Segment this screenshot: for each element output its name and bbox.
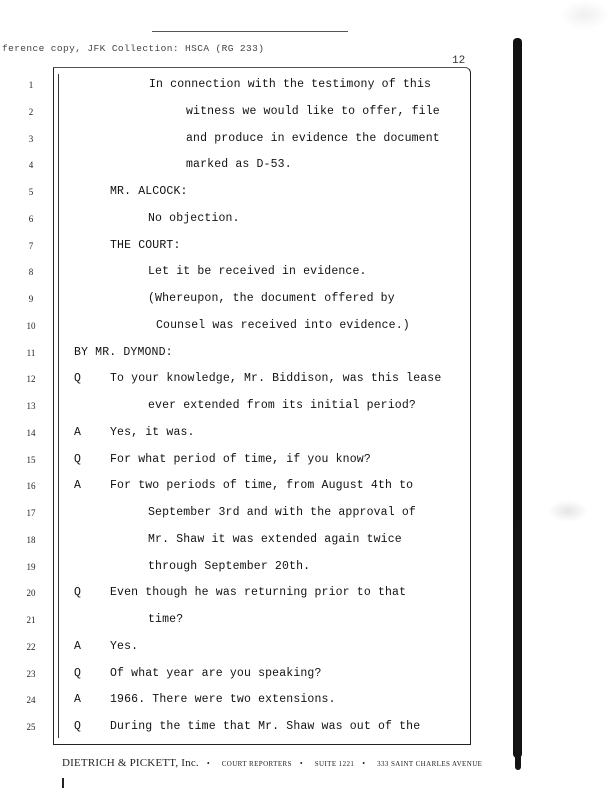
transcript-line: time? — [148, 613, 184, 626]
firm-address: 333 SAINT CHARLES AVENUE — [377, 760, 483, 768]
line-number: 6 — [28, 214, 34, 224]
line-number: 3 — [28, 134, 34, 144]
transcript-line: MR. ALCOCK: — [110, 185, 188, 198]
transcript-line: BY MR. DYMOND: — [74, 346, 173, 359]
page-mark: 12 — [452, 55, 466, 67]
transcript-line: THE COURT: — [110, 239, 181, 252]
transcript-line: Of what year are you speaking? — [110, 667, 322, 680]
transcript-line: Yes. — [110, 640, 139, 653]
transcript-line: ever extended from its initial period? — [148, 399, 416, 412]
line-number: 8 — [28, 267, 34, 277]
line-number: 17 — [26, 508, 36, 518]
transcript-line: Yes, it was. — [110, 426, 195, 439]
firm-descriptor: COURT REPORTERS — [221, 760, 292, 768]
collection-note: ference copy, JFK Collection: HSCA (RG 233) — [2, 43, 265, 54]
transcript-line: For what period of time, if you know? — [110, 453, 371, 466]
line-number: 11 — [26, 348, 36, 358]
line-number: 5 — [28, 187, 34, 197]
speaker-marker: A — [74, 693, 81, 706]
line-number: 25 — [26, 722, 36, 732]
speaker-marker: A — [74, 640, 81, 653]
line-number-rule — [58, 74, 59, 738]
transcript-line: During the time that Mr. Shaw was out of the — [110, 720, 421, 733]
line-number: 1 — [28, 80, 34, 90]
transcript-line: For two periods of time, from August 4th to — [110, 479, 414, 492]
transcript-line: witness we would like to offer, file — [186, 105, 440, 118]
line-number: 23 — [26, 669, 36, 679]
speaker-marker: A — [74, 479, 81, 492]
footer-separator: • — [299, 759, 303, 768]
footer-separator: • — [362, 759, 366, 768]
transcript-line: and produce in evidence the document — [186, 132, 440, 145]
line-number: 7 — [28, 241, 34, 251]
line-number: 4 — [28, 160, 34, 170]
binder-shadow-lower — [515, 520, 521, 770]
transcript-line: Let it be received in evidence. — [148, 265, 367, 278]
line-number: 22 — [26, 642, 36, 652]
line-number: 15 — [26, 455, 36, 465]
line-number: 2 — [28, 107, 34, 117]
transcript-line: through September 20th. — [148, 560, 311, 573]
speaker-marker: Q — [74, 720, 81, 733]
line-number: 19 — [26, 562, 36, 572]
speaker-marker: Q — [74, 667, 81, 680]
speaker-marker: A — [74, 426, 81, 439]
line-number: 24 — [26, 695, 36, 705]
transcript-line: September 3rd and with the approval of — [148, 506, 416, 519]
transcript-line: To your knowledge, Mr. Biddison, was this lease — [110, 372, 442, 385]
line-number: 12 — [26, 374, 36, 384]
line-number: 13 — [26, 401, 36, 411]
firm-suite: SUITE 1221 — [314, 760, 355, 768]
speaker-marker: Q — [74, 453, 81, 466]
line-number: 14 — [26, 428, 36, 438]
transcript-line: Even though he was returning prior to that — [110, 586, 407, 599]
scan-mark — [62, 778, 64, 788]
transcript-line: marked as D-53. — [186, 158, 292, 171]
speaker-marker: Q — [74, 586, 81, 599]
line-number: 20 — [26, 588, 36, 598]
line-number: 21 — [26, 615, 36, 625]
line-number: 18 — [26, 535, 36, 545]
transcript-line: Counsel was received into evidence.) — [156, 319, 410, 332]
line-number: 9 — [28, 294, 34, 304]
transcript-line: In connection with the testimony of this — [149, 78, 432, 91]
transcript-line: Mr. Shaw it was extended again twice — [148, 533, 402, 546]
transcript-line: (Whereupon, the document offered by — [148, 292, 395, 305]
scan-smudge — [548, 500, 588, 522]
top-rule — [152, 31, 348, 32]
scan-smudge — [560, 0, 610, 30]
footer-separator: • — [206, 759, 210, 768]
transcript-line: No objection. — [148, 212, 240, 225]
transcript-line: 1966. There were two extensions. — [110, 693, 336, 706]
reporter-footer — [62, 753, 482, 771]
line-number: 16 — [26, 481, 36, 491]
firm-name: DIETRICH & PICKETT, Inc. — [62, 757, 199, 769]
line-number: 10 — [26, 321, 36, 331]
speaker-marker: Q — [74, 372, 81, 385]
